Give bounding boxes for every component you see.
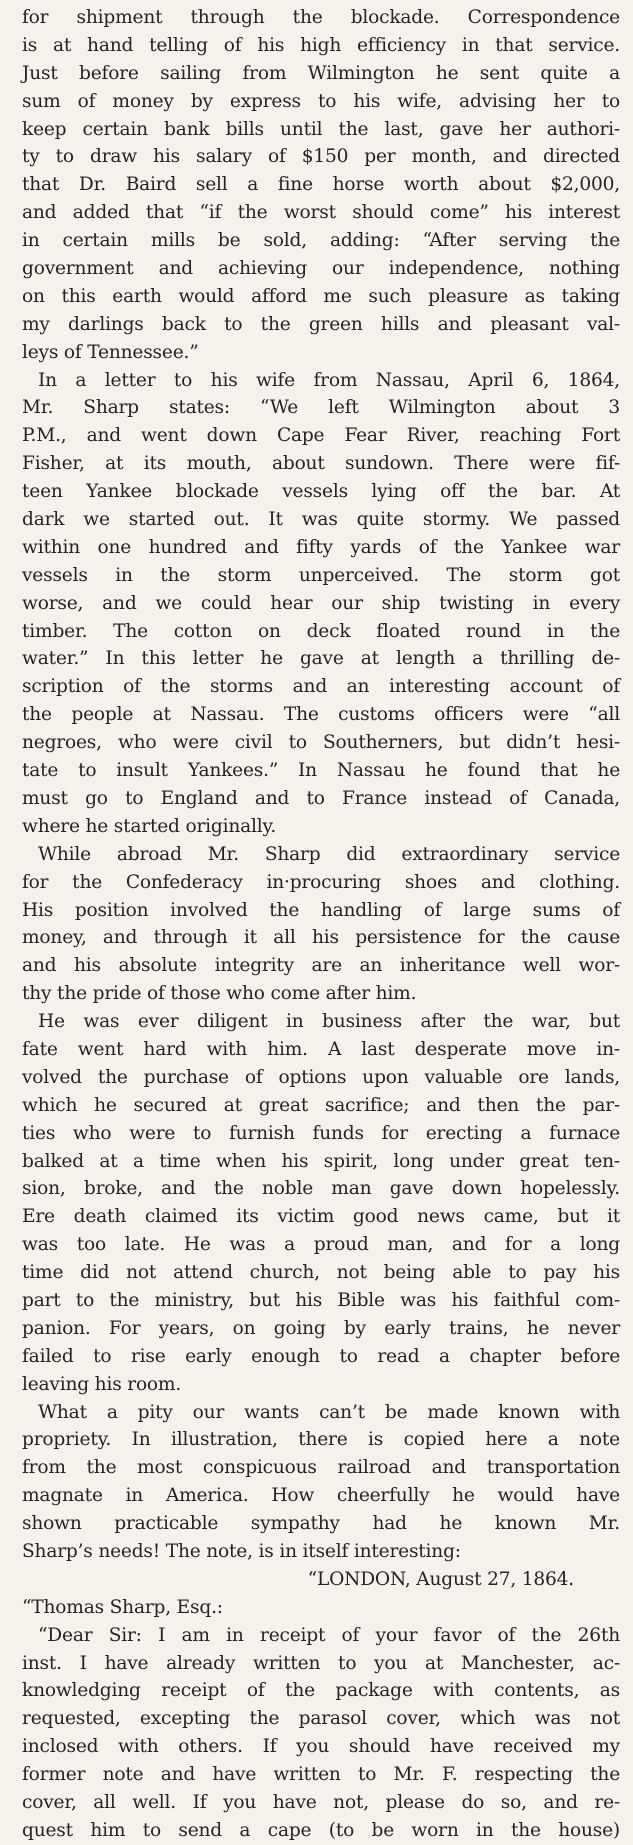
text-line: In a letter to his wife from Nassau, April 6, 1864, — [38, 369, 620, 391]
text-line: worse, and we could hear our ship twisting in every — [22, 592, 620, 614]
text-line: water.” In this letter he gave at length a thrilling de- — [22, 648, 620, 670]
text-line: What a pity our wants can’t be made known with — [38, 1401, 620, 1423]
text-line: tate to insult Yankees.” In Nassau he found that he — [22, 760, 620, 782]
text-line: failed to rise early enough to read a chapter before — [22, 1345, 620, 1367]
text-line: negroes, who were civil to Southerners, but didn’t hesi- — [22, 732, 620, 754]
text-line: on this earth would afford me such pleasure as taking — [22, 285, 620, 307]
text-line: for shipment through the blockade. Correspondence — [22, 7, 620, 28]
text-line: ties who were to furnish funds for erecting a furnace — [22, 1122, 620, 1144]
text-line: former note and have written to Mr. F. respecting the — [22, 1764, 620, 1786]
text-line: must go to England and to France instead of Canada, — [22, 787, 620, 809]
text-line: sum of money by express to his wife, advising her to — [22, 90, 620, 112]
text-line: magnate in America. How cheerfully he would have — [22, 1485, 620, 1507]
text-line: cover, all well. If you have not, please do so, and re- — [22, 1792, 620, 1813]
text-line: money, and through it all his persistence for the cause — [22, 927, 620, 949]
text-line: “Dear Sir: I am in receipt of your favor of the 26th — [38, 1624, 620, 1646]
text-line: He was ever diligent in business after the war, but — [38, 1011, 620, 1033]
text-line: panion. For years, on going by early trains, he never — [22, 1317, 620, 1339]
text-line: Fisher, at its mouth, about sundown. There were fif- — [22, 453, 620, 475]
text-line: dark we started out. It was quite stormy. We passed — [22, 509, 620, 531]
text-line: propriety. In illustration, there is copied here a note — [22, 1429, 620, 1451]
text-line: leys of Tennessee.” — [22, 341, 199, 363]
text-line: teen Yankee blockade vessels lying off the bar. At — [22, 481, 620, 503]
text-line: balked at a time when his spirit, long under great ten- — [22, 1150, 620, 1172]
text-line: timber. The cotton on deck floated round in the — [22, 620, 620, 642]
text-line: fate went hard with him. A last desperate move in- — [22, 1038, 620, 1060]
text-line: vessels in the storm unperceived. The storm got — [22, 564, 620, 586]
text-line: my darlings back to the green hills and pleasant val- — [22, 313, 620, 335]
text-line: volved the purchase of options upon valuable ore lands, — [22, 1066, 620, 1088]
text-line: part to the ministry, but his Bible was his faithful com- — [22, 1289, 620, 1311]
text-line: P.M., and went down Cape Fear River, reaching Fort — [22, 425, 620, 447]
text-line: that Dr. Baird sell a fine horse worth about $2,000, — [22, 174, 620, 196]
text-line: While abroad Mr. Sharp did extraordinary service — [38, 843, 620, 865]
text-line: requested, excepting the parasol cover, which was not — [22, 1708, 620, 1730]
text-line: is at hand telling of his high efficiency in that service. — [22, 34, 620, 56]
text-line: within one hundred and fifty yards of the Yankee war — [22, 536, 620, 558]
text-line: from the most conspicuous railroad and transportation — [22, 1457, 620, 1479]
text-line: the people at Nassau. The customs officers were “all — [22, 704, 620, 726]
text-line: time did not attend church, not being able to pay his — [22, 1262, 620, 1284]
text-line: knowledging receipt of the package with contents, as — [22, 1680, 620, 1702]
text-line: His position involved the handling of large sums of — [22, 899, 620, 921]
text-line: government and achieving our independence, nothing — [22, 258, 620, 280]
text-line: Just before sailing from Wilmington he sent quite a — [22, 62, 620, 84]
text-line: keep certain bank bills until the last, gave her authori- — [22, 118, 620, 140]
text-line: quest him to send a cape (to be worn in the house) — [22, 1819, 620, 1841]
text-line: “LONDON, August 27, 1864. — [307, 1568, 574, 1590]
text-line: Sharp’s needs! The note, is in itself interesting: — [22, 1540, 461, 1562]
text-line: sion, broke, and the noble man gave down hopelessly. — [22, 1178, 620, 1200]
text-line: which he secured at great sacrifice; and then the par- — [22, 1094, 620, 1116]
text-line: scription of the storms and an interesting account of — [22, 676, 620, 698]
text-line: where he started originally. — [22, 815, 277, 837]
text-line: Ere death claimed its victim good news came, but it — [22, 1206, 620, 1228]
text-line: “Thomas Sharp, Esq.: — [22, 1596, 223, 1618]
text-line: inst. I have already written to you at Manchester, ac- — [22, 1652, 620, 1674]
text-line: thy the pride of those who come after him. — [22, 983, 417, 1005]
text-line: shown practicable sympathy had he known Mr. — [22, 1513, 620, 1535]
text-line: and added that “if the worst should come” his interest — [22, 202, 620, 224]
text-line: and his absolute integrity are an inheritance well wor- — [22, 955, 620, 977]
text-line: leaving his room. — [22, 1373, 182, 1395]
text-line: in certain mills be sold, adding: “After serving the — [22, 230, 620, 252]
text-line: ty to draw his salary of $150 per month, and directed — [22, 146, 620, 168]
text-line: inclosed with others. If you should have received my — [22, 1736, 620, 1758]
text-line: for the Confederacy in·procuring shoes and clothing. — [22, 871, 620, 893]
text-line: was too late. He was a proud man, and for a long — [22, 1234, 620, 1256]
text-line: Mr. Sharp states: “We left Wilmington about 3 — [22, 397, 620, 419]
